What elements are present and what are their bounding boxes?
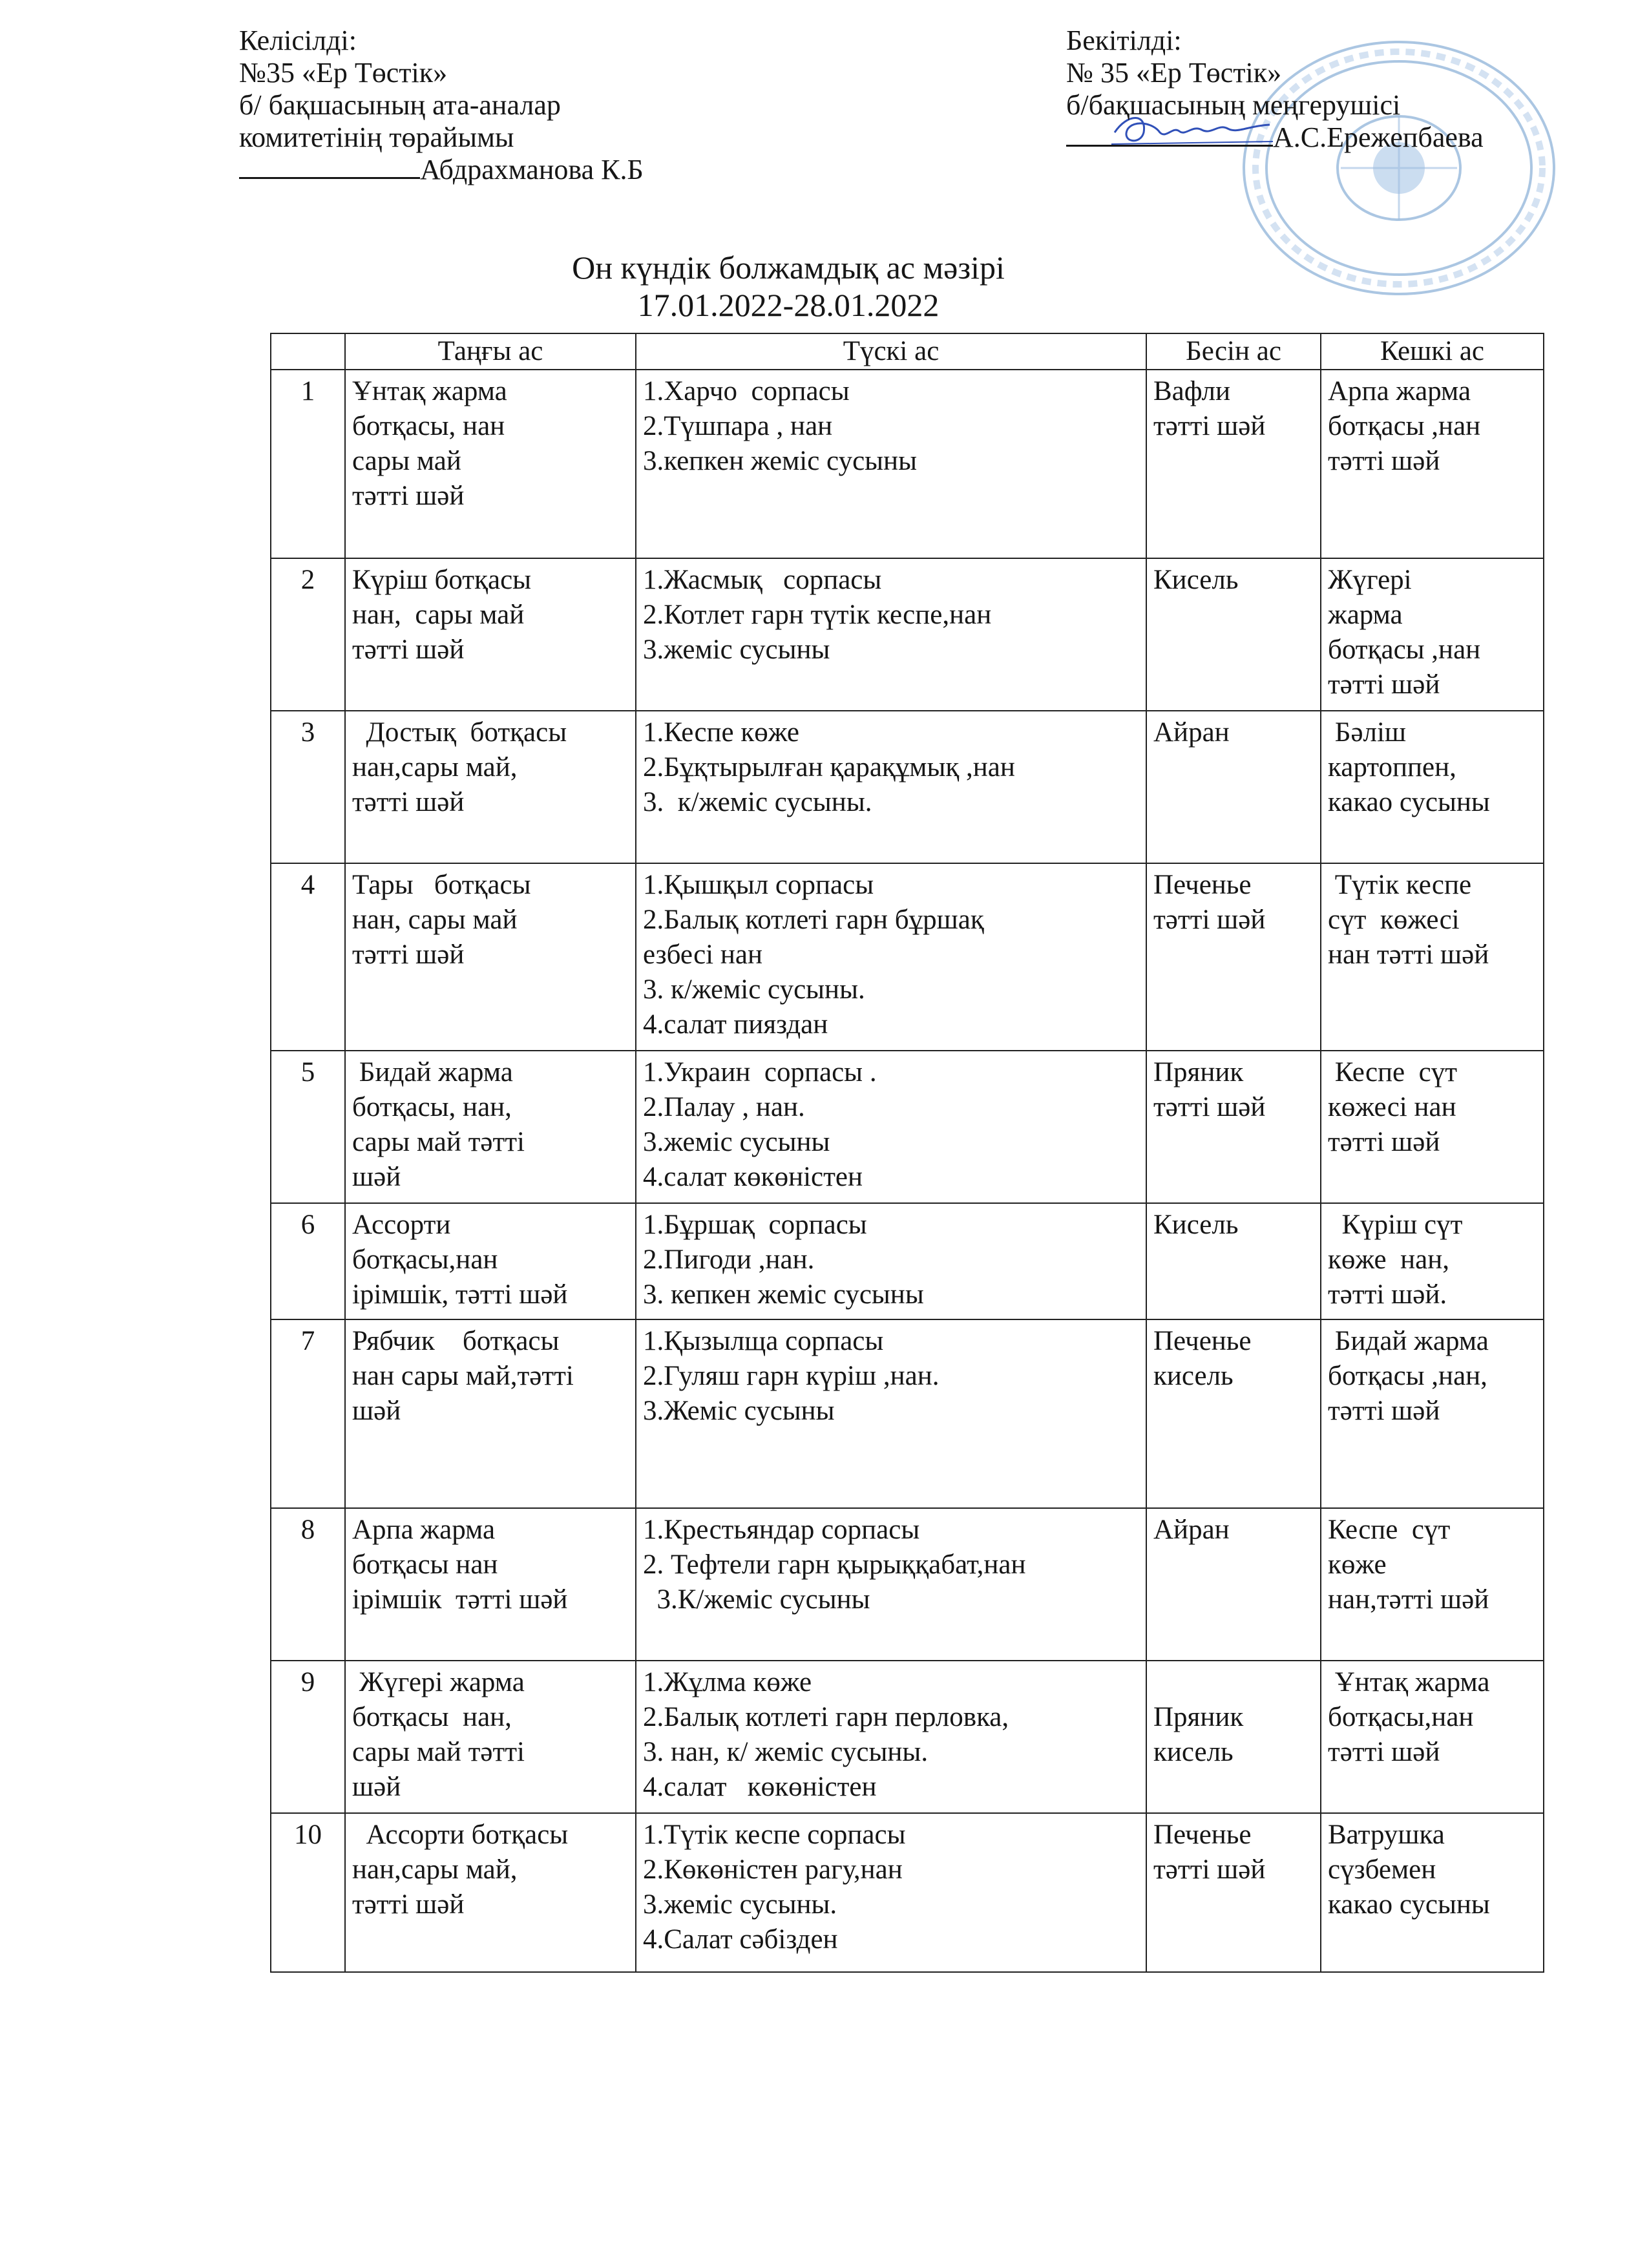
lunch-item: 4.салат пияздан [643, 1009, 828, 1040]
breakfast-item: сары май [352, 446, 461, 476]
lunch-item: 1.Жасмық сорпасы [643, 565, 882, 595]
breakfast-cell [345, 1319, 636, 1508]
snack-item: Пряник [1153, 1702, 1244, 1732]
dinner-item: нан тәтті шәй [1328, 940, 1489, 970]
snack-item: Айран [1153, 1515, 1230, 1545]
dinner-item: тәтті шәй [1328, 1127, 1440, 1157]
lunch-item: 2.Палау , нан. [643, 1092, 805, 1122]
dinner-item: тәтті шәй [1328, 1396, 1440, 1426]
dinner-cell [1321, 1203, 1544, 1319]
left-signature-row [239, 154, 644, 186]
document-title [0, 249, 1577, 324]
snack-cell [1146, 1051, 1321, 1203]
table-row [271, 1508, 1544, 1661]
lunch-item: 2.Балық котлеті гарн перловка, [643, 1702, 1009, 1732]
lunch-item: 1.Түтік кеспе сорпасы [643, 1820, 906, 1850]
snack-cell [1146, 370, 1321, 558]
snack-item: тәтті шәй [1153, 1092, 1266, 1122]
lunch-item: 4.салат көкөністен [643, 1162, 863, 1192]
approval-left-block [239, 25, 644, 186]
dinner-item: Ұнтақ жарма [1328, 1667, 1490, 1697]
snack-cell [1146, 711, 1321, 863]
breakfast-item: Бидай жарма [352, 1057, 513, 1087]
snack-cell [1146, 558, 1321, 711]
table-row [271, 863, 1544, 1051]
table-row [271, 1661, 1544, 1813]
breakfast-item: тәтті шәй [352, 940, 465, 970]
breakfast-item: нан,сары май, [352, 1854, 518, 1885]
lunch-item: езбесі нан [643, 940, 762, 970]
title-line: Он күндік болжамдық ас мәзірі [572, 249, 1005, 286]
breakfast-cell [345, 1813, 636, 1972]
snack-item: кисель [1153, 1361, 1234, 1391]
breakfast-item: ботқасы нан [352, 1549, 498, 1580]
lunch-item: 2. Тефтели гарн қырыққабат,нан [643, 1549, 1026, 1580]
breakfast-item: ботқасы, нан [352, 411, 505, 441]
lunch-item: 2.Гуляш гарн күріш ,нан. [643, 1361, 940, 1391]
day-number: 2 [271, 558, 345, 711]
breakfast-cell [345, 1508, 636, 1661]
breakfast-item: шәй [352, 1396, 401, 1426]
lunch-cell [636, 1319, 1146, 1508]
day-number: 8 [271, 1508, 345, 1661]
table-row [271, 1203, 1544, 1319]
day-number: 5 [271, 1051, 345, 1203]
dinner-item: көжесі нан [1328, 1092, 1456, 1122]
breakfast-item: тәтті шәй [352, 1889, 465, 1920]
approval-right-block [1066, 25, 1484, 154]
lunch-item: 3. к/жеміс сусыны. [643, 787, 872, 817]
lunch-item: 1.Кеспе көже [643, 717, 800, 748]
lunch-cell [636, 1051, 1146, 1203]
right-signature-line [1066, 123, 1273, 147]
lunch-cell [636, 1508, 1146, 1661]
snack-item: Печенье [1153, 870, 1252, 900]
dinner-cell [1321, 370, 1544, 558]
breakfast-item: шәй [352, 1772, 401, 1802]
lunch-item: 3.жеміс сусыны [643, 1127, 830, 1157]
dinner-item: сүт көжесі [1328, 905, 1460, 935]
breakfast-item: ірімшік, тәтті шәй [352, 1279, 568, 1310]
table-row [271, 711, 1544, 863]
dinner-item: ботқасы ,нан [1328, 411, 1481, 441]
dinner-item: сүзбемен [1328, 1854, 1436, 1885]
dinner-item: тәтті шәй [1328, 1737, 1440, 1767]
lunch-item: 3.жеміс сусыны. [643, 1889, 837, 1920]
date-range: 17.01.2022-28.01.2022 [637, 287, 940, 323]
dinner-item: Ватрушка [1328, 1820, 1445, 1850]
dinner-cell [1321, 1508, 1544, 1661]
lunch-cell [636, 1813, 1146, 1972]
lunch-item: 1.Украин сорпасы . [643, 1057, 877, 1087]
dinner-item: Бидай жарма [1328, 1326, 1489, 1356]
day-number: 4 [271, 863, 345, 1051]
breakfast-item: Тары ботқасы [352, 870, 531, 900]
breakfast-item: сары май тәтті [352, 1737, 525, 1767]
dinner-item: көже нан, [1328, 1244, 1449, 1275]
breakfast-cell [345, 1051, 636, 1203]
table-row [271, 370, 1544, 558]
breakfast-item: Ассорти [352, 1210, 451, 1240]
table-row [271, 1813, 1544, 1972]
breakfast-cell [345, 370, 636, 558]
kindergarten-name-left: №35 «Ер Төстік» [239, 57, 448, 89]
day-number: 10 [271, 1813, 345, 1972]
breakfast-item: Ассорти ботқасы [352, 1820, 569, 1850]
lunch-item: 2.Көкөністен рагу,нан [643, 1854, 903, 1885]
dinner-item: Түтік кеспе [1328, 870, 1472, 900]
breakfast-item: ботқасы,нан [352, 1244, 498, 1275]
table-row [271, 1051, 1544, 1203]
left-signature-line [239, 155, 420, 179]
dinner-item: ботқасы ,нан [1328, 635, 1481, 665]
header-lunch: Түскі ас [636, 333, 1146, 370]
breakfast-item: нан, сары май [352, 600, 525, 630]
approved-label: Бекітілді: [1066, 25, 1182, 56]
lunch-item: 1.Қызылща сорпасы [643, 1326, 884, 1356]
breakfast-item: Күріш ботқасы [352, 565, 532, 595]
lunch-cell [636, 1203, 1146, 1319]
lunch-item: 4.салат көкөністен [643, 1772, 877, 1802]
day-number: 9 [271, 1661, 345, 1813]
breakfast-item: ботқасы нан, [352, 1702, 512, 1732]
lunch-item: 3. к/жеміс сусыны. [643, 974, 865, 1005]
breakfast-item: нан,сары май, [352, 752, 518, 782]
dinner-item: тәтті шәй [1328, 669, 1440, 700]
day-number: 6 [271, 1203, 345, 1319]
breakfast-item: Достық ботқасы [352, 717, 567, 748]
breakfast-cell [345, 1661, 636, 1813]
header-dinner: Кешкі ас [1321, 333, 1544, 370]
breakfast-item: ірімшік тәтті шәй [352, 1584, 568, 1615]
header-number [271, 333, 345, 370]
lunch-item: 3.К/жеміс сусыны [643, 1584, 870, 1615]
lunch-item: 1.Қышқыл сорпасы [643, 870, 874, 900]
snack-item: Айран [1153, 717, 1230, 748]
lunch-cell [636, 1661, 1146, 1813]
day-number: 7 [271, 1319, 345, 1508]
snack-cell [1146, 863, 1321, 1051]
dinner-item: Күріш сүт [1328, 1210, 1463, 1240]
snack-item: Кисель [1153, 565, 1239, 595]
lunch-item: 1.Жұлма көже [643, 1667, 812, 1697]
breakfast-cell [345, 863, 636, 1051]
breakfast-item: сары май тәтті [352, 1127, 525, 1157]
lunch-cell [636, 558, 1146, 711]
breakfast-item: Рябчик ботқасы [352, 1326, 560, 1356]
dinner-cell [1321, 711, 1544, 863]
header-snack: Бесін ас [1146, 333, 1321, 370]
dinner-item: Арпа жарма [1328, 376, 1471, 406]
lunch-item: 3.кепкен жеміс сусыны [643, 446, 917, 476]
right-signature-row [1066, 121, 1484, 154]
breakfast-item: ботқасы, нан, [352, 1092, 512, 1122]
dinner-item: Кеспе сүт [1328, 1057, 1458, 1087]
dinner-item: нан,тәтті шәй [1328, 1584, 1489, 1615]
lunch-item: 2.Бұқтырылған қарақұмық ,нан [643, 752, 1015, 782]
table-row [271, 1319, 1544, 1508]
dinner-cell [1321, 1319, 1544, 1508]
lunch-item: 3.жеміс сусыны [643, 635, 830, 665]
breakfast-cell [345, 558, 636, 711]
dinner-item: какао сусыны [1328, 1889, 1490, 1920]
breakfast-cell [345, 711, 636, 863]
table-header-row [271, 333, 1544, 370]
day-number: 3 [271, 711, 345, 863]
header-breakfast: Таңғы ас [345, 333, 636, 370]
dinner-item: Кеспе сүт [1328, 1515, 1451, 1545]
lunch-item: 3.Жеміс сусыны [643, 1396, 835, 1426]
breakfast-item: нан сары май,тәтті [352, 1361, 574, 1391]
dinner-item: картоппен, [1328, 752, 1456, 782]
breakfast-item: шәй [352, 1162, 401, 1192]
dinner-cell [1321, 1661, 1544, 1813]
snack-item: Кисель [1153, 1210, 1239, 1240]
breakfast-item: тәтті шәй [352, 635, 465, 665]
day-number: 1 [271, 370, 345, 558]
table-row [271, 558, 1544, 711]
lunch-item: 2.Балық котлеті гарн бұршақ [643, 905, 984, 935]
breakfast-item: тәтті шәй [352, 481, 465, 511]
lunch-item: 1.Харчо сорпасы [643, 376, 850, 406]
menu-table-body [271, 370, 1544, 1972]
snack-cell [1146, 1661, 1321, 1813]
dinner-item: ботқасы ,нан, [1328, 1361, 1487, 1391]
lunch-item: 4.Салат сәбізден [643, 1924, 838, 1955]
breakfast-item: нан, сары май [352, 905, 518, 935]
snack-cell [1146, 1319, 1321, 1508]
dinner-item: көже [1328, 1549, 1387, 1580]
snack-item: тәтті шәй [1153, 905, 1266, 935]
agreed-label: Келісілді: [239, 25, 357, 56]
dinner-cell [1321, 1051, 1544, 1203]
snack-item: тәтті шәй [1153, 1854, 1266, 1885]
dinner-cell [1321, 863, 1544, 1051]
snack-item: Печенье [1153, 1326, 1252, 1356]
snack-cell [1146, 1508, 1321, 1661]
right-signer-name: А.С.Ережепбаева [1273, 121, 1484, 153]
snack-item: Печенье [1153, 1820, 1252, 1850]
lunch-item: 1.Крестьяндар сорпасы [643, 1515, 920, 1545]
lunch-item: 2.Котлет гарн түтік кеспе,нан [643, 600, 992, 630]
lunch-cell [636, 370, 1146, 558]
snack-cell [1146, 1813, 1321, 1972]
chair-line: комитетінің төрайымы [239, 121, 514, 153]
dinner-item: какао сусыны [1328, 787, 1490, 817]
dinner-item: Жүгері [1328, 565, 1412, 595]
committee-line: б/ бақшасының ата-аналар [239, 89, 561, 121]
dinner-item: тәтті шәй. [1328, 1279, 1447, 1310]
breakfast-item: тәтті шәй [352, 787, 465, 817]
breakfast-item: Жүгері жарма [352, 1667, 525, 1697]
lunch-item: 1.Бұршақ сорпасы [643, 1210, 867, 1240]
dinner-cell [1321, 1813, 1544, 1972]
breakfast-item: Ұнтақ жарма [352, 376, 507, 406]
dinner-item: ботқасы,нан [1328, 1702, 1474, 1732]
snack-cell [1146, 1203, 1321, 1319]
dinner-item: тәтті шәй [1328, 446, 1440, 476]
head-position-line: б/бақшасының меңгерушісі [1066, 89, 1401, 121]
lunch-item: 2.Түшпара , нан [643, 411, 833, 441]
lunch-item: 2.Пигоди ,нан. [643, 1244, 815, 1275]
dinner-cell [1321, 558, 1544, 711]
lunch-cell [636, 711, 1146, 863]
snack-item: Пряник [1153, 1057, 1244, 1087]
breakfast-item: Арпа жарма [352, 1515, 496, 1545]
kindergarten-name-right: № 35 «Ер Төстік» [1066, 57, 1282, 89]
snack-item [1153, 1665, 1314, 1700]
lunch-item: 3. кепкен жеміс сусыны [643, 1279, 924, 1310]
lunch-item: 3. нан, к/ жеміс сусыны. [643, 1737, 929, 1767]
breakfast-cell [345, 1203, 636, 1319]
snack-item: тәтті шәй [1153, 411, 1266, 441]
dinner-item: Бәліш [1328, 717, 1407, 748]
dinner-item: жарма [1328, 600, 1403, 630]
left-signer-name: Абдрахманова К.Б [420, 154, 644, 185]
snack-item: Вафли [1153, 376, 1231, 406]
snack-item: кисель [1153, 1737, 1234, 1767]
menu-table [270, 333, 1544, 1973]
lunch-cell [636, 863, 1146, 1051]
